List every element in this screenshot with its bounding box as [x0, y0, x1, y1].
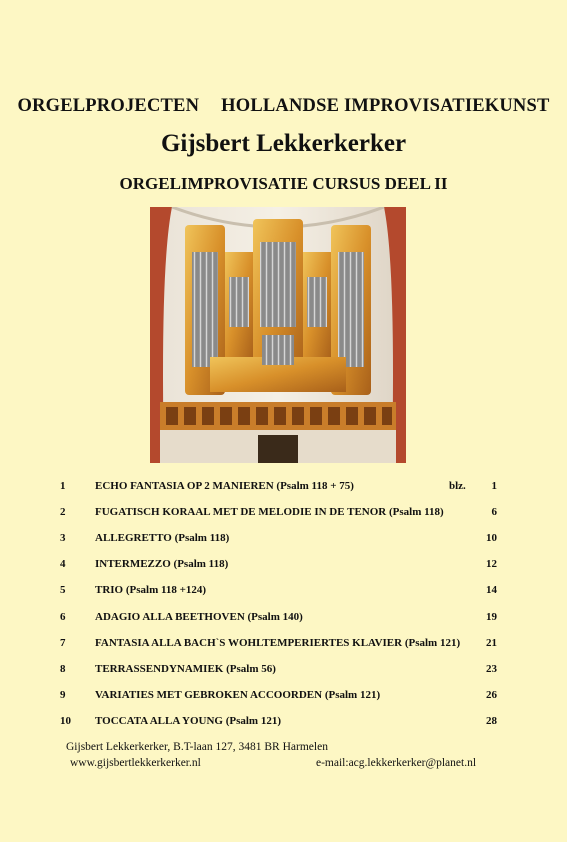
toc-number: 3	[60, 532, 66, 544]
toc-row	[0, 532, 567, 548]
toc-title: TOCCATA ALLA YOUNG (Psalm 121)	[95, 715, 281, 727]
course-title: ORGELIMPROVISATIE CURSUS DEEL II	[119, 174, 448, 193]
toc-number: 1	[60, 480, 66, 492]
toc-row	[0, 637, 567, 653]
toc-row	[0, 584, 567, 600]
toc-row	[0, 663, 567, 679]
toc-page: 12	[486, 558, 497, 570]
toc-title: FANTASIA ALLA BACH`S WOHLTEMPERIERTES KLAVIER (Psalm 121)	[95, 637, 461, 649]
footer-website[interactable]: www.gijsbertlekkerkerker.nl	[70, 757, 201, 769]
toc-row	[0, 506, 567, 522]
toc-title: FUGATISCH KORAAL MET DE MELODIE IN DE TENOR (Psalm 118)	[95, 506, 444, 518]
toc-title: INTERMEZZO (Psalm 118)	[95, 558, 229, 570]
header-tagline: HOLLANDSE IMPROVISATIEKUNST	[221, 96, 550, 116]
toc-row	[0, 689, 567, 705]
toc-number: 10	[60, 715, 71, 727]
toc-page: 19	[486, 611, 497, 623]
toc-page-label: blz.	[449, 480, 466, 492]
toc-row	[0, 611, 567, 627]
header-organization: ORGELPROJECTEN	[17, 96, 200, 116]
toc-page: 14	[486, 584, 497, 596]
toc-row	[0, 558, 567, 574]
toc-number: 5	[60, 584, 66, 596]
toc-title: ALLEGRETTO (Psalm 118)	[95, 532, 230, 544]
toc-title: ADAGIO ALLA BEETHOVEN (Psalm 140)	[95, 611, 303, 623]
toc-page: 6	[491, 506, 497, 518]
footer-address: Gijsbert Lekkerkerker, B.T-laan 127, 3481 BR Harmelen	[66, 741, 328, 753]
footer-email[interactable]: e-mail:acg.lekkerkerker@planet.nl	[316, 757, 477, 769]
toc-title: VARIATIES MET GEBROKEN ACCOORDEN (Psalm 121)	[95, 689, 381, 701]
toc-title: ECHO FANTASIA OP 2 MANIEREN (Psalm 118 + 75)	[95, 480, 354, 492]
toc-number: 6	[60, 611, 66, 623]
toc-number: 7	[60, 637, 66, 649]
toc-page: 28	[486, 715, 497, 727]
toc-number: 9	[60, 689, 66, 701]
toc-number: 8	[60, 663, 66, 675]
toc-page: 1	[491, 480, 497, 492]
toc-page: 23	[486, 663, 497, 675]
toc-row	[0, 480, 567, 496]
organ-photo	[150, 207, 406, 463]
toc-title: TERRASSENDYNAMIEK (Psalm 56)	[95, 663, 276, 675]
toc-number: 2	[60, 506, 66, 518]
toc-page: 10	[486, 532, 497, 544]
header-line	[0, 96, 567, 117]
toc-page: 26	[486, 689, 497, 701]
toc-row	[0, 715, 567, 731]
toc-number: 4	[60, 558, 66, 570]
author-name: Gijsbert Lekkerkerker	[160, 130, 407, 157]
organ-illustration	[150, 207, 406, 463]
toc-page: 21	[486, 637, 497, 649]
toc-title: TRIO (Psalm 118 +124)	[95, 584, 207, 596]
